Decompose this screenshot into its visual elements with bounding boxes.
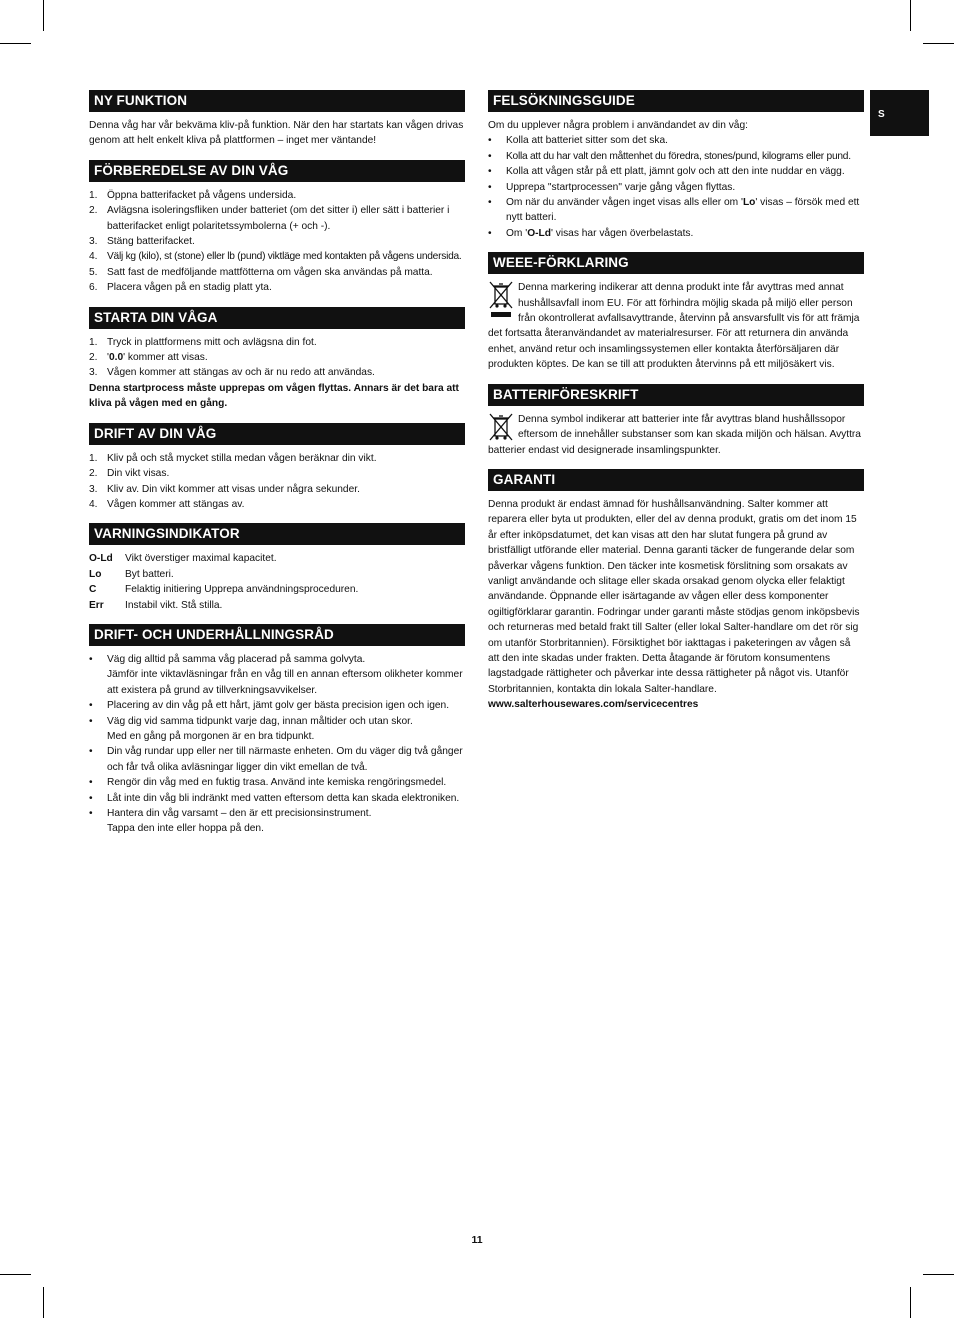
crop-mark	[43, 1287, 44, 1318]
item-number: 4.	[89, 498, 98, 510]
item-number: 1.	[89, 452, 98, 464]
service-url-link[interactable]: www.salterhousewares.com/servicecentres	[488, 699, 699, 711]
item-number: 1.	[89, 189, 98, 201]
item-text: Kolla att du har valt den måttenhet du föredra, stones/pund, kilograms eller pund.	[506, 150, 851, 162]
item-subtext: Tappa den inte eller hoppa på den.	[107, 823, 264, 835]
crossed-bin-icon	[488, 280, 514, 320]
section-garanti	[488, 469, 864, 713]
item-text: ' visas har vågen överbelastats.	[550, 227, 694, 239]
warning-code: C	[89, 584, 97, 596]
section-heading: GARANTI	[488, 469, 864, 491]
crop-mark	[910, 1287, 911, 1318]
warning-text: Felaktig initiering Upprepa användningsproceduren.	[125, 584, 359, 596]
section-heading: DRIFT AV DIN VÅG	[89, 423, 465, 445]
list-item	[89, 335, 465, 350]
bullet: •	[488, 166, 492, 178]
list-item	[89, 714, 465, 745]
bullet: •	[89, 746, 93, 758]
section-text: Denna våg har vår bekväma kliv-på funktion. När den har startats kan vågen drivas genom att helt enkelt kliva på plattformen – inget mer väntande!	[89, 120, 464, 147]
section-text: Denna markering indikerar att denna produkt inte får avyttras med annat hushållsavfall inom EU. För att förhindra möjlig skada på miljö eller person från okontrollerat avfallsavyttrande, återvinn på ansvarsfullt vis för att främja det fortsatta återanvändandet av materialresurser. För att returnera din använda enhet, använd retur och insamlingssystemen eller kontakta återförsäljaren där produkten köptes. De kan se till att produkten återvinns på ett miljösäkert vis.	[488, 282, 860, 371]
display-code: O-Ld	[527, 227, 551, 239]
warning-text: Instabil vikt. Stå stilla.	[125, 599, 223, 611]
item-text: Vågen kommer att stängas av.	[107, 498, 245, 510]
bullet: •	[89, 792, 93, 804]
page-number: 11	[471, 1234, 483, 1246]
language-tab	[870, 90, 929, 136]
item-text: Öppna batterifacket på vågens undersida.	[107, 189, 297, 201]
crop-mark	[923, 43, 954, 44]
numbered-list	[89, 188, 465, 296]
left-column	[89, 90, 465, 848]
list-item	[488, 226, 864, 241]
warning-code: Lo	[89, 568, 102, 580]
warning-text: Byt batteri.	[125, 568, 174, 580]
section-varningsindikator	[89, 523, 465, 613]
item-text: Väg dig vid samma tidpunkt varje dag, innan måltider och utan skor.	[107, 715, 413, 727]
bullet: •	[89, 715, 93, 727]
bullet: •	[89, 808, 93, 819]
item-text: Tryck in plattformens mitt och avlägsna din fot.	[107, 336, 317, 348]
section-text: Denna produkt är endast ämnad för hushållsanvändning. Salter kommer att reparera eller byta ut produkten, eller del av denna produkt, gratis om det inom 15 år efter inköpsdatumet, det kan visas att den har slutat fungera på grund av bristfälligt utförande eller material. Denna garanti täcker de fungerande delar som påverkar vågens funktion. Den täcker inte kosmetisk förslitning som orsakats av vanligt användande och slitage eller skada orsakad genom olycka eller felaktigt användande. Öppnande eller isärtagande av vågen eller dess komponenter ogiltigförklarar garantin. Fodringar under garanti måste stödjas genom inköpsbevis och returneras med betald frakt till Salter (eller lokal Salter-handlare om det rör sig om utanför Storbritannien). Försiktighet bör iakttagas i paketeringen av vågen så att den inte skadas under frakten. Detta åtagande är förutom konsumentens lagstadgade rättigheter och påverkar inte dessa rättigheter på något vis. Utanför Storbritannien, kontakta din lokala Salter-handlare.	[488, 498, 860, 695]
list-item	[89, 203, 465, 234]
display-code: Lo	[742, 197, 756, 209]
item-text: Låt inte din våg bli indränkt med vatten eftersom detta kan skada elektroniken.	[107, 792, 460, 804]
item-text: ' kommer att visas.	[123, 352, 208, 364]
item-text: Din våg rundar upp eller ner till närmaste enheten. Om du väger dig två gånger och får två olika avläsningar ligger din vikt emellan de två.	[107, 746, 463, 773]
crossed-bin-icon	[488, 412, 514, 442]
list-item	[89, 744, 465, 775]
list-item	[488, 180, 864, 195]
list-item	[488, 164, 864, 179]
item-text: Rengör din våg med en fuktig trasa. Använd inte kemiska rengöringsmedel.	[107, 777, 447, 789]
item-subtext: Med en gång på morgonen är en bra tidpunkt.	[107, 730, 315, 742]
item-number: 4.	[89, 251, 98, 263]
item-number: 3.	[89, 236, 98, 248]
list-item	[89, 698, 465, 713]
list-item	[89, 265, 465, 280]
list-item	[89, 775, 465, 790]
item-text: Kolla att batteriet sitter som det ska.	[506, 135, 668, 147]
section-intro: Om du upplever några problem i användandet av din våg:	[488, 120, 748, 131]
item-number: 5.	[89, 266, 98, 278]
bullet: •	[488, 150, 492, 162]
list-item	[89, 652, 465, 698]
list-item	[89, 791, 465, 806]
numbered-list	[89, 451, 465, 513]
warning-text: Vikt överstiger maximal kapacitet.	[125, 553, 277, 565]
list-item	[89, 350, 465, 365]
item-text: ' visas – försök med ett nytt batteri.	[506, 197, 860, 224]
item-number: 3.	[89, 367, 98, 379]
right-column	[488, 90, 864, 724]
item-text: Avlägsna isoleringsfliken under batteriet (om det sitter i) eller sätt i batterier i batterifacket enligt polaritetssymbolerna (+ och -).	[107, 205, 450, 232]
item-text: Kliv av. Din vikt kommer att visas under några sekunder.	[107, 483, 360, 495]
bullet: •	[89, 653, 93, 665]
section-heading: BATTERIFÖRESKRIFT	[488, 384, 864, 406]
item-text: Välj kg (kilo), st (stone) eller lb (pund) viktläge med kontakten på vågens undersida.	[107, 251, 462, 263]
bullet: •	[89, 777, 93, 789]
list-item	[488, 195, 864, 226]
section-felsokning	[488, 90, 864, 241]
list-item	[89, 497, 465, 512]
section-underhall	[89, 624, 465, 837]
bullet: •	[89, 700, 93, 712]
item-text: Vågen kommer att stängas av och är nu redo att användas.	[107, 367, 375, 379]
list-item	[89, 482, 465, 497]
item-number: 3.	[89, 483, 98, 495]
section-forberedelse	[89, 160, 465, 296]
section-heading: VARNINGSINDIKATOR	[89, 523, 465, 545]
warning-code: Err	[89, 599, 104, 611]
list-item	[89, 451, 465, 466]
list-item	[89, 365, 465, 380]
item-text: Upprepa "startprocessen" varje gång vågen flyttas.	[506, 181, 736, 193]
list-item	[488, 133, 864, 148]
item-text: Om '	[506, 227, 528, 239]
warning-code: O-Ld	[89, 553, 113, 565]
bullet: •	[488, 197, 492, 209]
display-code: 0.0	[108, 352, 124, 364]
item-text: '	[107, 352, 109, 364]
list-item	[89, 234, 465, 249]
section-ny-funktion	[89, 90, 465, 149]
list-item	[89, 249, 465, 264]
list-item	[488, 149, 864, 164]
list-item	[89, 466, 465, 481]
crop-mark	[923, 1274, 954, 1275]
bullet-list	[488, 133, 864, 241]
section-heading: NY FUNKTION	[89, 90, 465, 112]
section-heading: DRIFT- OCH UNDERHÅLLNINGSRÅD	[89, 624, 465, 646]
item-text: Satt fast de medföljande mattfötterna om vågen ska användas på matta.	[107, 266, 433, 278]
item-text: Om när du använder vågen inget visas alls eller om '	[506, 197, 743, 209]
warning-table	[89, 551, 465, 613]
section-starta	[89, 307, 465, 412]
bullet-list	[89, 652, 465, 837]
section-heading: WEEE-FÖRKLARING	[488, 252, 864, 274]
list-item	[89, 188, 465, 203]
section-weee	[488, 252, 864, 372]
item-number: 2.	[89, 205, 98, 217]
crop-mark	[0, 1274, 31, 1275]
item-number: 2.	[89, 352, 98, 364]
bullet: •	[488, 135, 492, 147]
item-subtext: Jämför inte viktavläsningar från en våg till en annan eftersom olikheter kommer att existera på grund av tillverkningsavvikelser.	[107, 669, 463, 696]
bullet: •	[488, 227, 492, 239]
section-drift	[89, 423, 465, 513]
section-heading: FELSÖKNINGSGUIDE	[488, 90, 864, 112]
item-number: 6.	[89, 282, 98, 294]
item-number: 1.	[89, 336, 98, 348]
item-text: Din vikt visas.	[107, 468, 170, 480]
numbered-list	[89, 335, 465, 381]
section-heading: STARTA DIN VÅGA	[89, 307, 465, 329]
item-text: Kolla att vågen står på ett platt, jämnt golv och att den inte nuddar en vägg.	[506, 166, 845, 178]
list-item	[89, 806, 465, 837]
item-text: Placera vågen på en stadig platt yta.	[107, 282, 272, 294]
crop-mark	[43, 0, 44, 31]
item-text: Väg dig alltid på samma våg placerad på samma golvyta.	[107, 653, 366, 665]
section-note: Denna startprocess måste upprepas om vågen flyttas. Annars är det bara att kliva på vågen med en gång.	[89, 382, 459, 410]
section-heading: FÖRBEREDELSE AV DIN VÅG	[89, 160, 465, 182]
section-text: Denna symbol indikerar att batterier inte får avyttras bland hushållssopor eftersom de innehåller substanser som kan skada miljön och hälsan. Avyttra batterier endast vid designerade insamlingspunkter.	[488, 413, 861, 456]
item-text: Placering av din våg på ett hårt, jämt golv ger bästa precision igen och igen.	[107, 700, 450, 712]
item-text: Stäng batterifacket.	[107, 236, 195, 248]
list-item	[89, 280, 465, 295]
language-tab-label: S	[878, 109, 885, 120]
item-text: Kliv på och stå mycket stilla medan vågen beräknar din vikt.	[107, 452, 377, 464]
crop-mark	[910, 0, 911, 31]
item-number: 2.	[89, 468, 98, 480]
item-text: Hantera din våg varsamt – den är ett precisionsinstrument.	[107, 808, 372, 819]
bullet: •	[488, 181, 492, 193]
section-batteri	[488, 384, 864, 458]
crop-mark	[0, 43, 31, 44]
